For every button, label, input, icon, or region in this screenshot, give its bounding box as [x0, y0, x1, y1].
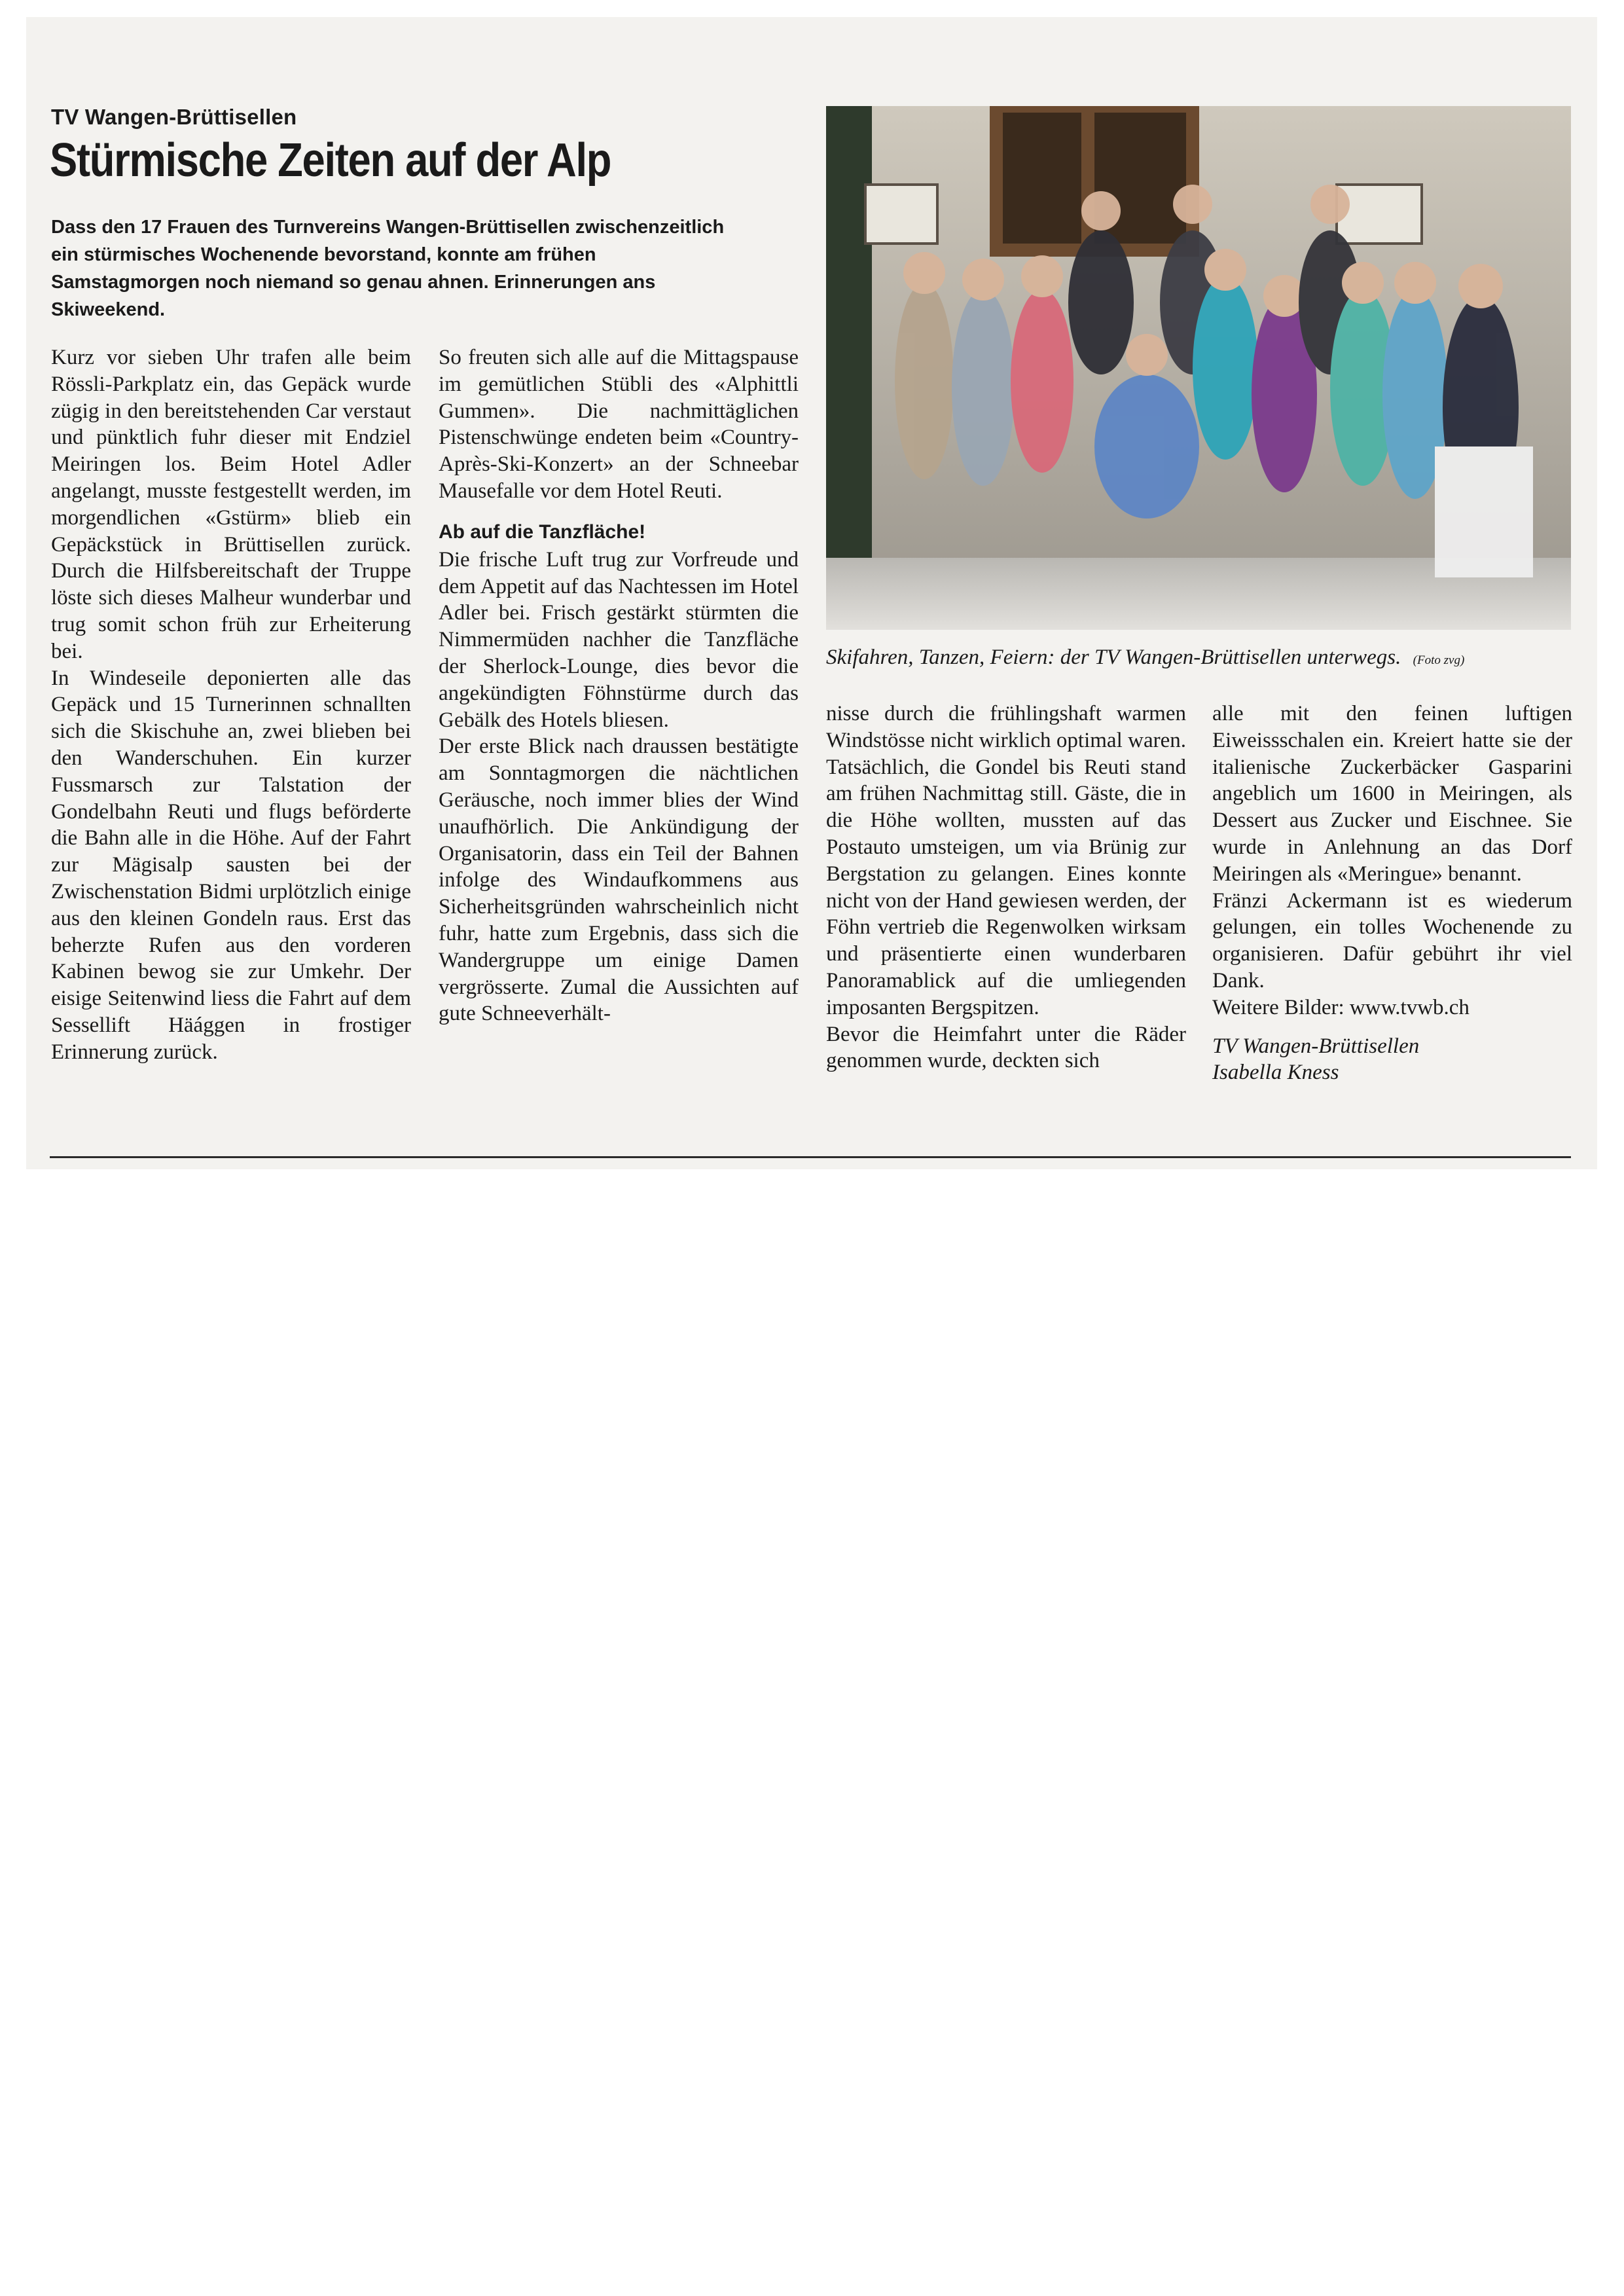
article-subhead: Ab auf die Tanzfläche!	[439, 520, 646, 543]
caption-text: Skifahren, Tanzen, Feiern: der TV Wangen-Brüttisellen unterwegs.	[826, 646, 1401, 669]
paragraph: Weitere Bilder: www.tvwb.ch	[1212, 995, 1470, 1019]
article-column-2	[439, 344, 799, 1027]
article-headline: Stürmische Zeiten auf der Alp	[50, 134, 611, 187]
paragraph: nisse durch die frühlingshaft warmen Windstösse nicht wirklich optimal waren. Tatsächlich, die Gondel bis Reuti stand am frühen Nachmittag still. Gäste, die in die Höhe wollten, mussten auf das Postauto umsteigen, um via Brünig zur Bergstation zu gelangen. Eines konnte nicht von der Hand gewiesen werden, der Föhn vertrieb die Regenwolken wirksam und präsentierte einen wunderbaren Panoramablick auf die umliegenden imposanten Bergspitzen.	[826, 702, 1186, 1019]
article-column-1	[51, 344, 411, 1066]
paragraph: Der erste Blick nach draussen bestätigte am Sonntagmorgen die nächtlichen Geräusche, noch immer blies der Wind unaufhörlich. Die Ankündigung der Organisatorin, dass ein Teil der Bahnen infolge des Windaufkommens aus Sicherheitsgründen wahrscheinlich nicht fuhr, hatte zum Ergebnis, dass sich die Wandergruppe um einige Damen vergrösserte. Zumal die Aussichten auf gute Schneeverhält-	[439, 735, 799, 1026]
photo-caption	[826, 644, 1571, 674]
paragraph: Bevor die Heimfahrt unter die Räder genommen wurde, deckten sich	[826, 1022, 1186, 1073]
signature-organization: TV Wangen-Brüttisellen	[1212, 1034, 1420, 1058]
ski-group-photo-illustration	[826, 106, 1571, 630]
article-column-3	[826, 701, 1186, 1074]
paragraph: Fränzi Ackermann ist es wiederum gelungen, ein tolles Wochenende zu organisieren. Dafür gebührt ihr viel Dank.	[1212, 888, 1572, 993]
paragraph: Kurz vor sieben Uhr trafen alle beim Rössli-Parkplatz ein, das Gepäck wurde zügig in den bereitstehenden Car verstaut und pünktlich fuhr dieser mit Endziel Meiringen los. Beim Hotel Adler angelangt, musste festgestellt werden, im morgendlichen «Gstürm» blieb ein Gepäckstück in Brüttisellen zurück. Durch die Hilfsbereitschaft der Truppe löste sich dieses Malheur wunderbar und trug somit schon früh zur Erheiterung bei.	[51, 346, 411, 663]
article-lead: Dass den 17 Frauen des Turnvereins Wangen-Brüttisellen zwischenzeitlich ein stürmisches Wochenende bevorstand, konnte am frühen Samstagmorgen noch niemand so genau ahnen. Erinnerungen ans Skiweekend.	[51, 217, 725, 320]
photo-credit: (Foto zvg)	[1413, 653, 1465, 667]
paragraph: So freuten sich alle auf die Mittagspause im gemütlichen Stübli des «Alphittli Gummen». Die nachmittäglichen Pistenschwünge endeten beim «Country-Après-Ski-Konzert» an der Schneebar Mausefalle vor dem Hotel Reuti.	[439, 346, 799, 503]
group-photo	[826, 106, 1571, 630]
article-kicker: TV Wangen-Brüttisellen	[51, 105, 297, 129]
bottom-rule	[50, 1156, 1571, 1158]
paragraph: Die frische Luft trug zur Vorfreude und dem Appetit auf das Nachtessen im Hotel Adler bei. Frisch gestärkt stürmten die Nimmermüden nachher die Tanzfläche der Sherlock-Lounge, dies bevor die angekündigten Föhnstürme durch das Gebälk des Hotels bliesen.	[439, 547, 799, 732]
paragraph: In Windeseile deponierten alle das Gepäck und 15 Turnerinnen schnallten sich die Skischuhe an, zwei blieben bei den Wanderschuhen. Ein kurzer Fussmarsch zur Talstation der Gondelbahn Reuti und flugs beförderte die Bahn alle in die Höhe. Auf der Fahrt zur Mägisalp sausten bei der Zwischenstation Bidmi urplötzlich einige aus den kleinen Gondeln raus. Erst das beherzte Rufen aus den vorderen Kabinen bewog sie zur Umkehr. Der eisige Seitenwind liess die Fahrt auf dem Sessellift Häággen in frostiger Erinnerung zurück.	[51, 666, 411, 1064]
signature-author: Isabella Kness	[1212, 1061, 1339, 1085]
article-column-4	[1212, 701, 1572, 1086]
paragraph: alle mit den feinen luftigen Eiweissschalen ein. Kreiert hatte sie der italienische Zuckerbäcker Gasparini angeblich um 1600 in Meiringen, als Dessert aus Zucker und Eischnee. Sie wurde in Anlehnung an das Dorf Meiringen als «Meringue» benannt.	[1212, 702, 1572, 886]
